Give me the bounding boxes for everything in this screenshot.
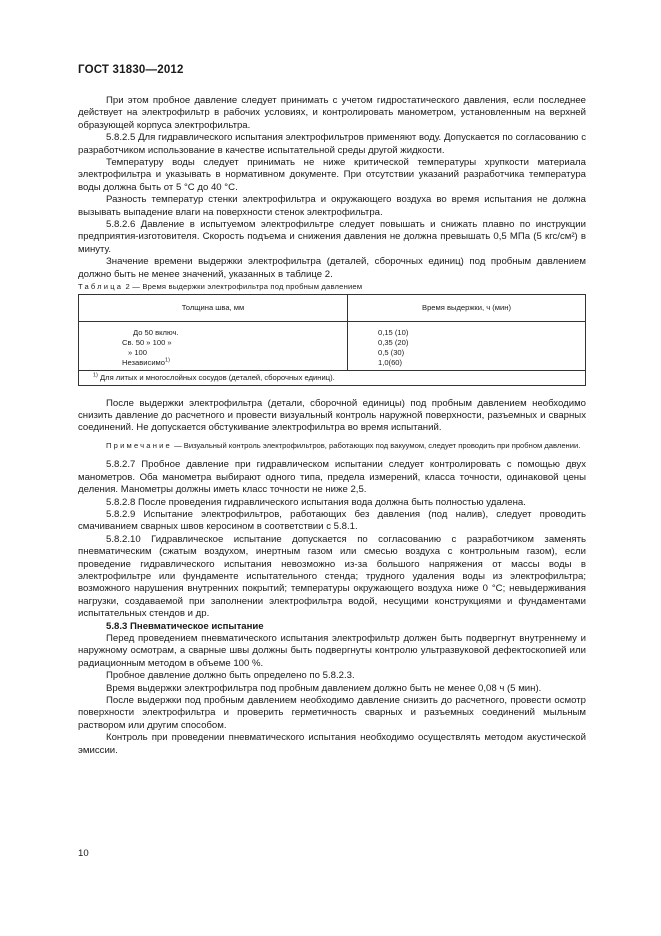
table-row (79, 321, 586, 370)
paragraph: После выдержки электрофильтра (детали, сборочной единицы) под пробным давлением необходимо снизить давление до расчетного и провести визуальный контроль наружной поверхности, разъемных и сварных соединений. Не допускается обстукивание электрофильтра во время испытаний. (78, 397, 586, 434)
note-text: — Визуальный контроль электрофильтров, работающих под вакуумом, следует проводить при пробном давлении. (171, 440, 581, 450)
note (78, 441, 586, 452)
paragraph: Значение времени выдержки электрофильтра (деталей, сборочных единиц) под пробным давлением должно быть не менее значений, указанных в таблице 2. (78, 256, 586, 280)
hold-time-table (78, 294, 586, 386)
time-value: 1,0(60) (378, 357, 403, 367)
thickness-value: » 100 (128, 347, 148, 357)
paragraph: При этом пробное давление следует принимать с учетом гидростатического давления, если последнее действует на электрофильтр в рабочих условиях, и контролировать манометром, установленным на верхней образующей корпуса электрофильтра. (78, 95, 586, 131)
table-caption-label: Таблица (78, 282, 124, 292)
paragraph: 5.8.2.9 Испытание электрофильтров, работающих без давления (под налив), следует проводить смачиванием сварных швов керосином в соответствии с 5.8.1. (78, 508, 586, 533)
document-header: ГОСТ 31830—2012 (78, 64, 184, 76)
paragraph: Разность температур стенки электрофильтра и окружающего воздуха во время испытания не должна вызывать выпадение влаги на поверхности стенок электрофильтра. (78, 194, 586, 218)
paragraph: 5.8.2.5 Для гидравлического испытания электрофильтров применяют воду. Допускается по согласованию с разработчиком использование в качестве испытательной среды другой жидкости. (78, 132, 586, 156)
time-value: 0,5 (30) (378, 347, 405, 357)
time-value: 0,35 (20) (378, 337, 409, 347)
footnote-text: Для литых и многослойных сосудов (деталей, сборочных единиц). (100, 372, 335, 382)
thickness-value: До 50 включ. (133, 327, 179, 337)
note-label: Примечание (106, 440, 172, 450)
table-cell-time (348, 321, 586, 370)
table-header-thickness: Толщина шва, мм (79, 294, 348, 321)
table-caption-text: 2 — Время выдержки электрофильтра под пробным давлением (123, 282, 363, 292)
paragraph: Контроль при проведении пневматического испытания необходимо осуществлять методом акустической эмиссии. (78, 732, 586, 756)
paragraph: Перед проведением пневматического испытания электрофильтр должен быть подвергнут внутреннему и наружному осмотрам, а сварные швы должны быть подвергнуты контролю ультразвуковой дефектоскопией или радиационным методом в объеме 100 %. (78, 633, 586, 669)
thickness-value-with-footnote (79, 358, 347, 368)
paragraph: 5.8.2.10 Гидравлическое испытание допускается по согласованию с разработчиком заменять пневматическим (сжатым воздухом, инертным газом или смесью воздуха с контрольным газом), если проведение гидравлического испытания невозможно из-за большого напряжения от массы воды в электрофильтре или фундаменте испытательного стенда; трудного удаления воды из электрофильтра; возможного нарушения внутренних покрытий; температуры окружающего воздуха ниже 0 °С; невыдерживания нагрузки, создаваемой при заполнении электрофильтра водой, несущими конструкциями и фундаментами испытательных стендов и др. (78, 533, 586, 620)
paragraph: После выдержки под пробным давлением необходимо давление снизить до расчетного, провести осмотр поверхности электрофильтра и проверить герметичность сварных и разъемных соединений мыльным раствором или другим способом. (78, 695, 586, 731)
footnote-mark: 1) (93, 371, 98, 378)
paragraph: 5.8.2.8 После проведения гидравлического испытания вода должна быть полностью удалена. (106, 496, 526, 508)
table-header-row (79, 294, 586, 321)
paragraph: Температуру воды следует принимать не ниже критической температуры хрупкости материала электрофильтра и указывать в нормативном документе. При отсутствии указаний разработчика температура воды должна быть от 5 °С до 40 °С. (78, 157, 586, 193)
paragraph: Пробное давление должно быть определено по 5.8.2.3. (106, 670, 355, 682)
thickness-value: Независимо (122, 357, 166, 367)
page-number: 10 (78, 848, 89, 859)
footnote-mark: 1) (165, 356, 170, 363)
time-value: 0,15 (10) (378, 327, 409, 337)
document-body (78, 95, 586, 757)
table-cell-thickness (79, 321, 348, 370)
table-footnote-row (79, 370, 586, 385)
paragraph: Время выдержки электрофильтра под пробным давлением должно быть не менее 0,08 ч (5 мин). (106, 682, 542, 694)
paragraph: 5.8.2.7 Пробное давление при гидравлическом испытании следует контролировать с помощью двух манометров. Оба манометра выбирают одного типа, предела измерений, класса точности, одинаковой цены деления. Манометры должны иметь класс точности не ниже 2,5. (78, 459, 586, 496)
table-header-time: Время выдержки, ч (мин) (348, 294, 586, 321)
paragraph: 5.8.2.6 Давление в испытуемом электрофильтре следует повышать и снижать плавно по инструкции предприятия-изготовителя. Скорость подъема и снижения давления не должна превышать 0,5 МПа (5 кгс/см²) в минуту. (78, 219, 586, 255)
section-heading: 5.8.3 Пневматическое испытание (106, 620, 264, 632)
table-footnote (79, 370, 586, 385)
table-caption (78, 281, 586, 293)
thickness-value: Св. 50 » 100 » (122, 337, 172, 347)
